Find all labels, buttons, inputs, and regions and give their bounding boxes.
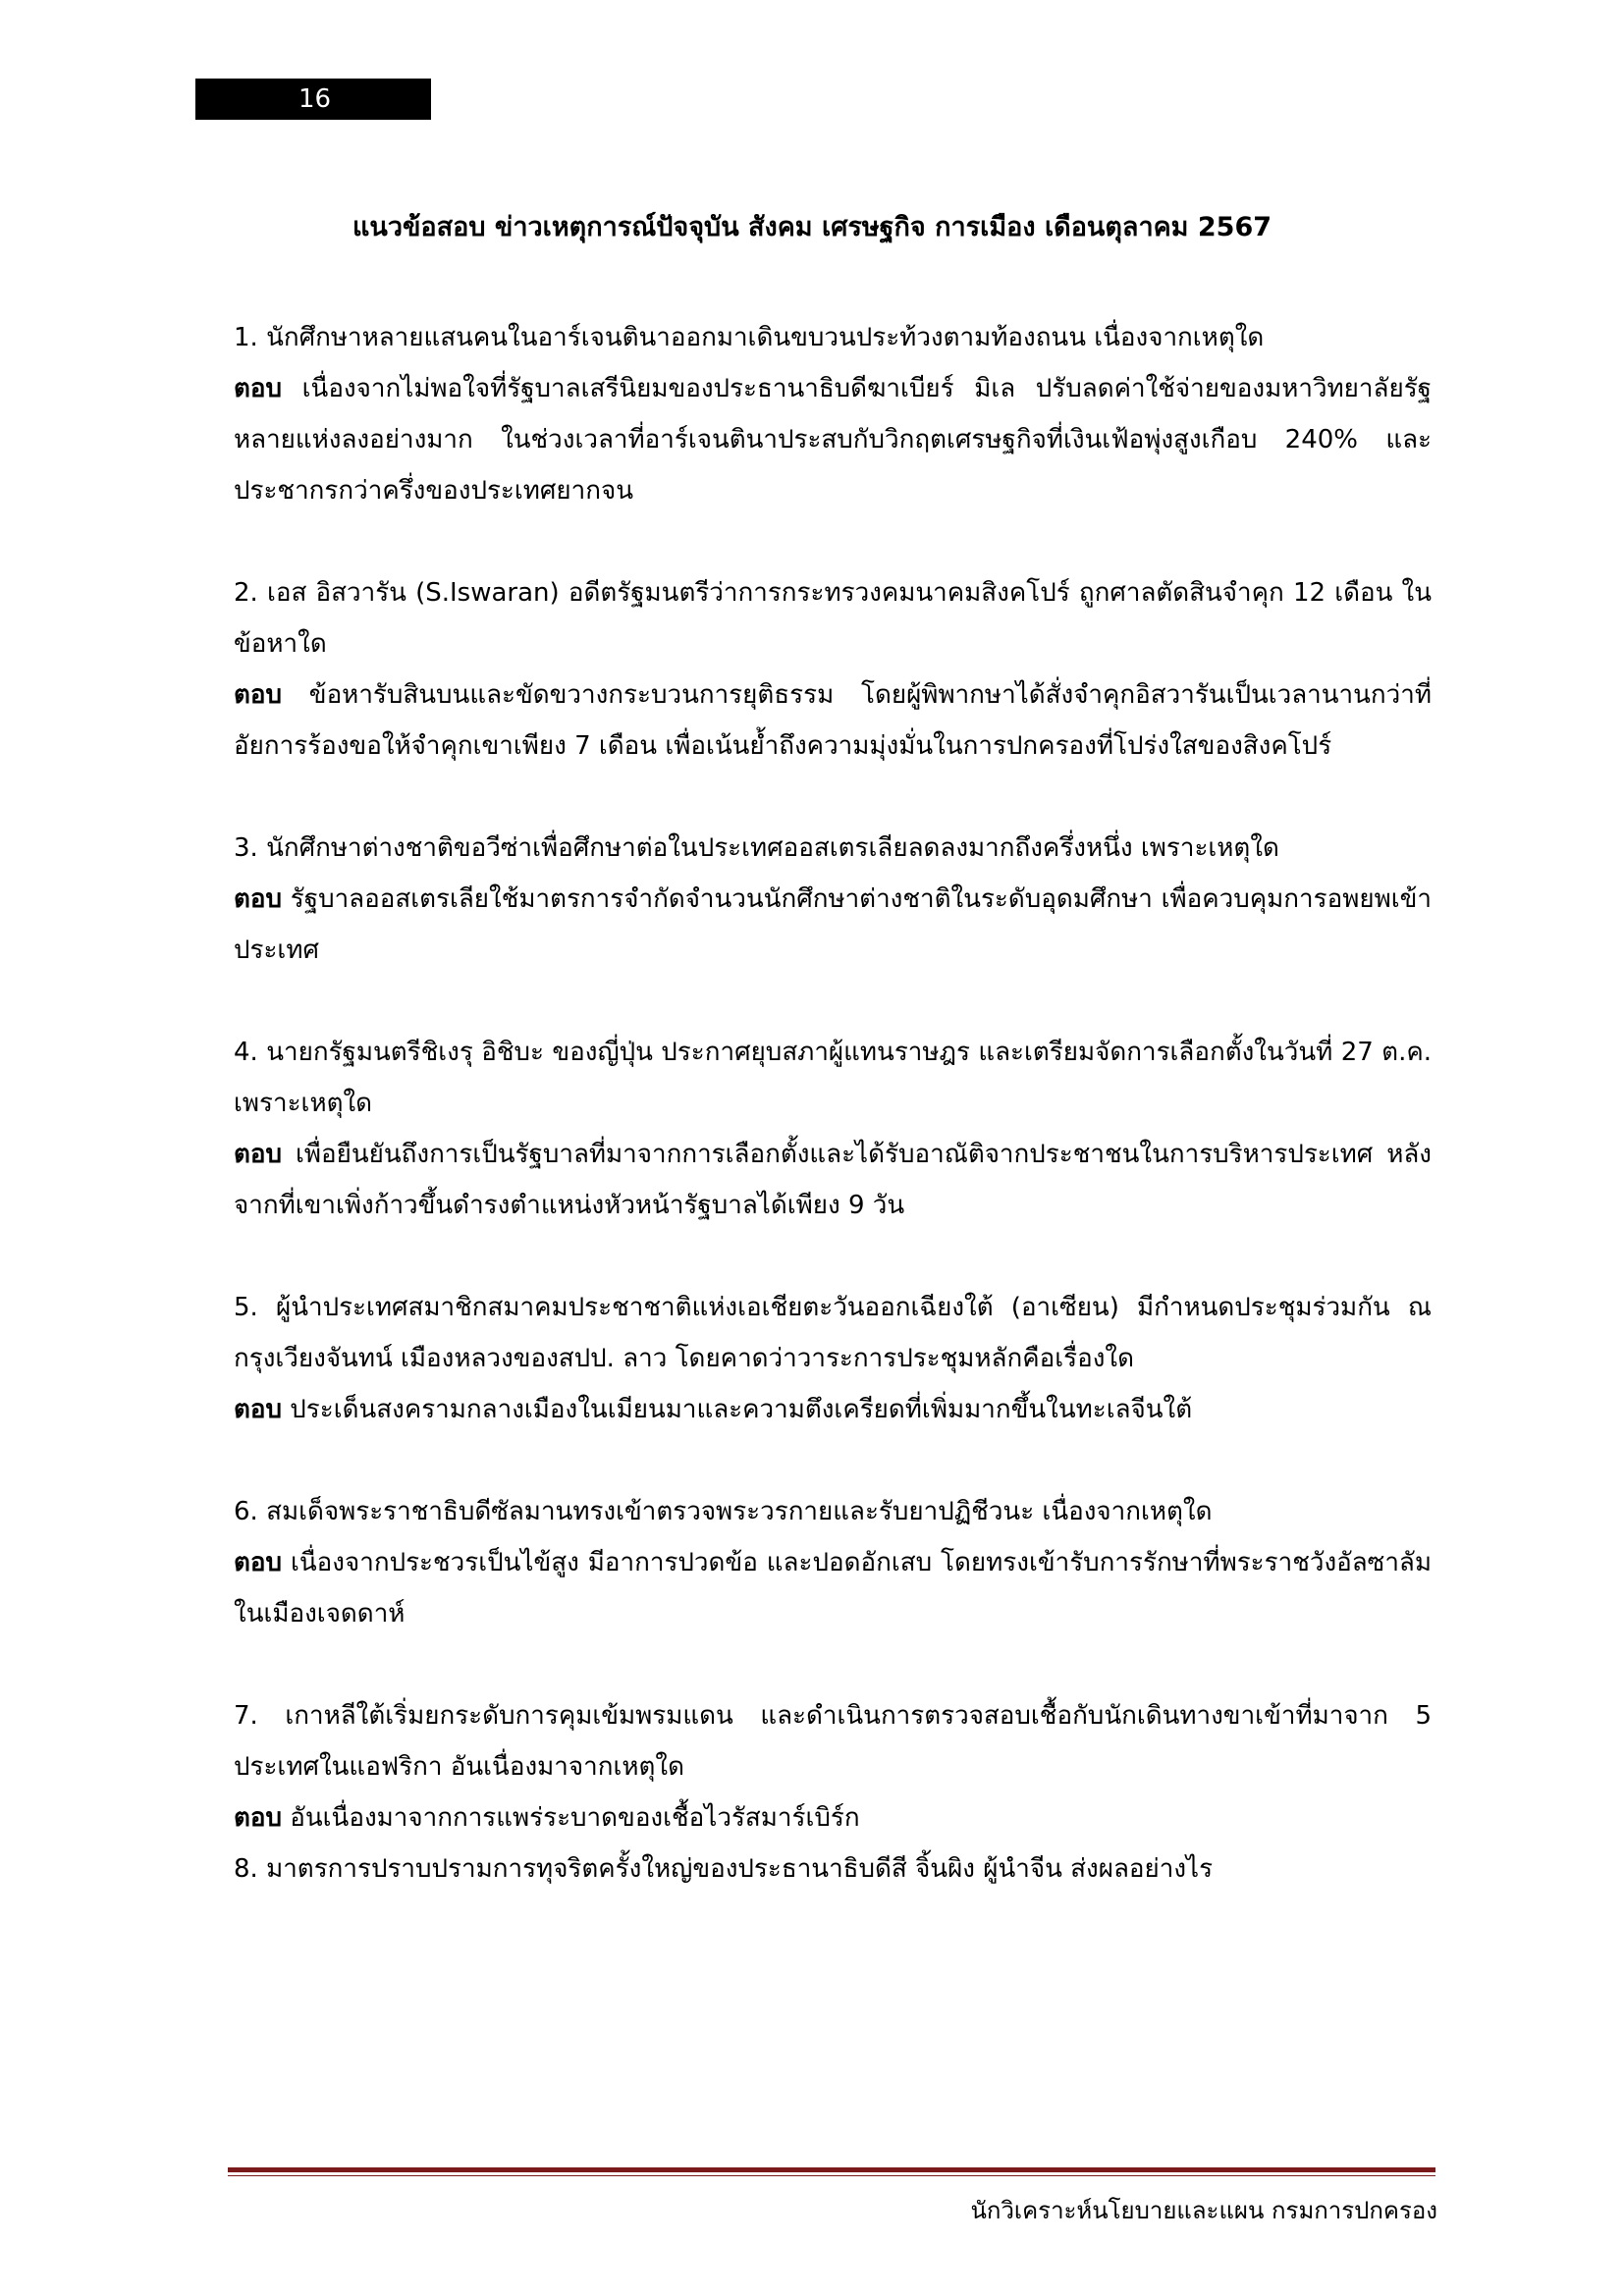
qa-list (234, 312, 1432, 1895)
answer-text (234, 363, 1432, 516)
footer-divider-thin (228, 2175, 1435, 2176)
question-text: 4. นายกรัฐมนตรีชิเงรุ อิชิบะ ของญี่ปุ่น ประกาศยุบสภาผู้แทนราษฎร และเตรียมจัดการเลือกตั้งในวันที่ 27 ต.ค. เพราะเหตุใด (234, 1038, 1432, 1118)
question-text: 5. ผู้นำประเทศสมาชิกสมาคมประชาชาติแห่งเอเชียตะวันออกเฉียงใต้ (อาเซียน) มีกำหนดประชุมร่วมกัน ณ กรุงเวียงจันทน์ เมืองหลวงของสปป. ลาว โดยคาดว่าวาระการประชุมหลักคือเรื่องใด (234, 1293, 1432, 1373)
question-text: 8. มาตรการปราบปรามการทุจริตครั้งใหญ่ของประธานาธิบดีสี จิ้นผิง ผู้นำจีน ส่งผลอย่างไร (234, 1854, 1214, 1884)
answer-label: ตอบ (234, 1548, 283, 1577)
answer-body: เนื่องจากไม่พอใจที่รัฐบาลเสรีนิยมของประธานาธิบดีฆาเบียร์ มิเล ปรับลดค่าใช้จ่ายของมหาวิทยาลัยรัฐหลายแห่งลงอย่างมาก ในช่วงเวลาที่อาร์เจนตินาประสบกับวิกฤตเศรษฐกิจที่เงินเฟ้อพุ่งสูงเกือบ 240% และประชากรกว่าครึ่งของประเทศยากจน (234, 374, 1432, 506)
answer-label: ตอบ (234, 680, 283, 710)
answer-text (234, 1537, 1432, 1639)
question-text: 1. นักศึกษาหลายแสนคนในอาร์เจนตินาออกมาเดินขบวนประท้วงตามท้องถนน เนื่องจากเหตุใด (234, 323, 1265, 352)
answer-body: รัฐบาลออสเตรเลียใช้มาตรการจำกัดจำนวนนักศึกษาต่างชาติในระดับอุดมศึกษา เพื่อควบคุมการอพยพเข้าประเทศ (234, 884, 1433, 965)
qa-item-1 (234, 312, 1432, 516)
qa-item-3 (234, 823, 1432, 976)
answer-label: ตอบ (234, 1140, 283, 1169)
qa-item-2 (234, 567, 1432, 772)
answer-text (234, 874, 1432, 976)
answer-label: ตอบ (234, 1803, 283, 1833)
qa-item-7 (234, 1690, 1432, 1843)
answer-text (234, 1384, 1432, 1435)
qa-item-5 (234, 1282, 1432, 1435)
answer-text (234, 1129, 1432, 1231)
document-title: แนวข้อสอบ ข่าวเหตุการณ์ปัจจุบัน สังคม เศรษฐกิจ การเมือง เดือนตุลาคม 2567 (352, 212, 1272, 242)
answer-label: ตอบ (234, 1395, 283, 1424)
page-number: 16 (195, 79, 431, 120)
footer-text: นักวิเคราะห์นโยบายและแผน กรมการปกครอง (970, 2197, 1437, 2224)
answer-label: ตอบ (234, 374, 283, 403)
answer-body: เนื่องจากประชวรเป็นไข้สูง มีอาการปวดข้อ และปอดอักเสบ โดยทรงเข้ารับการรักษาที่พระราชวังอัลซาลัม ในเมืองเจดดาห์ (234, 1548, 1433, 1629)
question-text: 3. นักศึกษาต่างชาติขอวีซ่าเพื่อศึกษาต่อในประเทศออสเตรเลียลดลงมากถึงครึ่งหนึ่ง เพราะเหตุใด (234, 833, 1279, 863)
answer-body: ประเด็นสงครามกลางเมืองในเมียนมาและความตึงเครียดที่เพิ่มมากขึ้นในทะเลจีนใต้ (290, 1395, 1193, 1424)
answer-body: ข้อหารับสินบนและขัดขวางกระบวนการยุติธรรม โดยผู้พิพากษาได้สั่งจำคุกอิสวารันเป็นเวลานานกว่าที่อัยการร้องขอให้จำคุกเขาเพียง 7 เดือน เพื่อเน้นย้ำถึงความมุ่งมั่นในการปกครองที่โปร่งใสของสิงคโปร์ (234, 680, 1432, 761)
answer-label: ตอบ (234, 884, 283, 914)
qa-item-6 (234, 1486, 1432, 1639)
footer-divider (228, 2167, 1435, 2172)
answer-text (234, 669, 1432, 772)
answer-body: เพื่อยืนยันถึงการเป็นรัฐบาลที่มาจากการเลือกตั้งและได้รับอาณัติจากประชาชนในการบริหารประเทศ หลังจากที่เขาเพิ่งก้าวขึ้นดำรงตำแหน่งหัวหน้ารัฐบาลได้เพียง 9 วัน (234, 1140, 1432, 1220)
question-text: 7. เกาหลีใต้เริ่มยกระดับการคุมเข้มพรมแดน และดำเนินการตรวจสอบเชื้อกับนักเดินทางขาเข้าที่มาจาก 5 ประเทศในแอฟริกา อันเนื่องมาจากเหตุใด (234, 1701, 1432, 1782)
qa-item-8 (234, 1843, 1432, 1895)
answer-body: อันเนื่องมาจากการแพร่ระบาดของเชื้อไวรัสมาร์เบิร์ก (290, 1803, 860, 1833)
question-text: 6. สมเด็จพระราชาธิบดีซัลมานทรงเข้าตรวจพระวรกายและรับยาปฏิชีวนะ เนื่องจากเหตุใด (234, 1497, 1213, 1526)
qa-item-4 (234, 1027, 1432, 1231)
question-text: 2. เอส อิสวารัน (S.Iswaran) อดีตรัฐมนตรีว่าการกระทรวงคมนาคมสิงคโปร์ ถูกศาลตัดสินจำคุก 12 เดือน ในข้อหาใด (234, 578, 1432, 659)
answer-text (234, 1792, 1432, 1843)
